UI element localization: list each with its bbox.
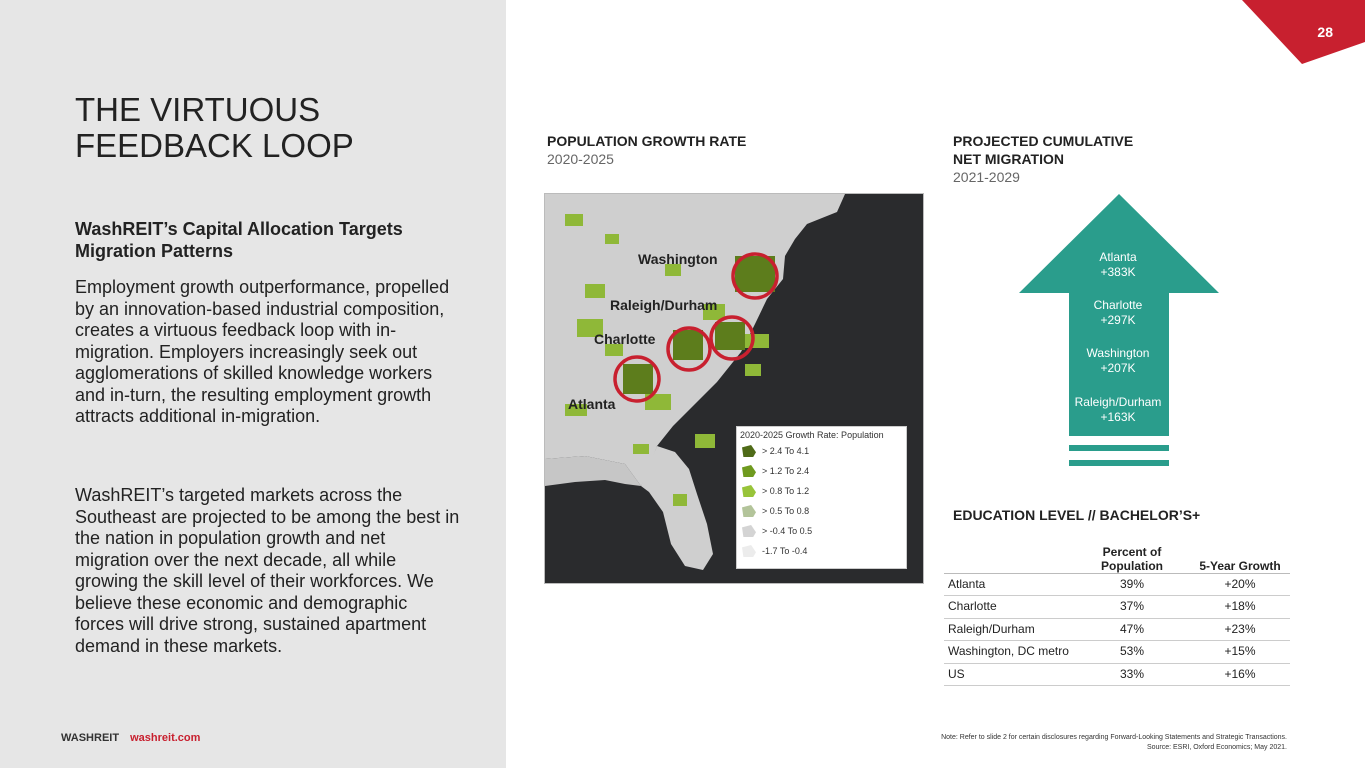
table-cell-percent: 47%: [1074, 618, 1190, 641]
legend-label: > 0.8 To 1.2: [762, 486, 810, 496]
footnote: [941, 733, 1287, 753]
map-label-raleigh-durham: Raleigh/Durham: [610, 297, 718, 313]
table-cell-growth: +20%: [1190, 573, 1290, 596]
migration-city: Washington: [1086, 346, 1150, 360]
legend-swatch: [742, 525, 756, 537]
arrow-shape: [1019, 194, 1219, 468]
migration-value: +207K: [1100, 361, 1136, 375]
table-row: [944, 641, 1290, 664]
legend-swatch: [742, 545, 756, 557]
table-header-row: [944, 540, 1290, 573]
legend-label: > 1.2 To 2.4: [762, 466, 810, 476]
migration-city: Atlanta: [1099, 250, 1137, 264]
legend-swatch: [742, 465, 756, 477]
migration-value: +383K: [1100, 265, 1136, 279]
table-cell-city: Washington, DC metro: [944, 641, 1074, 664]
footer-brand: WASHREIT: [61, 732, 120, 744]
table-cell-city: Raleigh/Durham: [944, 618, 1074, 641]
map-label-atlanta: Atlanta: [568, 396, 616, 412]
legend-item: [742, 525, 812, 537]
migration-value: +297K: [1100, 313, 1136, 327]
education-title: EDUCATION LEVEL // BACHELOR’S+: [953, 507, 1201, 523]
table-cell-city: US: [944, 663, 1074, 686]
table-cell-city: Atlanta: [944, 573, 1074, 596]
legend-label: > 2.4 To 4.1: [762, 446, 810, 456]
table-row: [944, 573, 1290, 596]
table-cell-percent: 33%: [1074, 663, 1190, 686]
legend-swatch: [742, 445, 756, 457]
legend-swatch: [742, 505, 756, 517]
table-header-city: [944, 540, 1074, 573]
footer-url-link[interactable]: washreit.com: [130, 732, 201, 744]
migration-city: Charlotte: [1093, 298, 1143, 312]
table-cell-percent: 53%: [1074, 641, 1190, 664]
map-label-charlotte: Charlotte: [594, 331, 656, 347]
migration-period: 2021-2029: [953, 169, 1020, 185]
table-row: [944, 663, 1290, 686]
migration-title: [953, 132, 1133, 168]
legend-label: > 0.5 To 0.8: [762, 506, 810, 516]
page-number: 28: [1317, 24, 1333, 40]
legend-label: -1.7 To -0.4: [762, 546, 808, 556]
legend-item: [742, 465, 809, 477]
body-paragraph-2: WashREIT’s targeted markets across the Southeast are projected to be among the best in the nation in population growth and net migration over the next decade, all while growing the skill level of their workforces. We believe these economic and demographic forces will drive strong, sustained apartment demand in these markets.: [75, 485, 460, 656]
body-paragraph-1: Employment growth outperformance, propelled by an innovation-based industrial composition, creates a virtuous feedback loop with in-migration. Employers increasingly seek out agglomerations of skilled knowledge workers and in-turn, the resulting employment growth attracts additional in-migration.: [75, 277, 450, 426]
slide-subheading: WashREIT’s Capital Allocation Targets Migration Patterns: [75, 219, 403, 261]
legend-item: [742, 505, 809, 517]
migration-city: Raleigh/Durham: [1074, 395, 1162, 409]
migration-title-line1: PROJECTED CUMULATIVE: [953, 133, 1134, 149]
migration-item-charlotte: [1062, 298, 1174, 328]
legend-item: [742, 445, 809, 457]
table-cell-growth: +16%: [1190, 663, 1290, 686]
table-header-percent: Percent of Population: [1074, 540, 1190, 573]
footnote-line1: Note: Refer to slide 2 for certain disclosures regarding Forward-Looking Statements and Strategic Transactions.: [941, 734, 1287, 741]
table-row: [944, 596, 1290, 619]
migration-value: +163K: [1100, 410, 1136, 424]
table-cell-percent: 39%: [1074, 573, 1190, 596]
legend-label: > -0.4 To 0.5: [762, 526, 813, 536]
legend-item: [742, 485, 809, 497]
legend-item: [742, 545, 807, 557]
migration-arrow: [1019, 194, 1219, 468]
footer-brand-block: [61, 732, 200, 744]
table-cell-city: Charlotte: [944, 596, 1074, 619]
map-label-washington: Washington: [638, 251, 718, 267]
corner-shape: [1242, 0, 1365, 64]
map-legend: [736, 426, 907, 569]
table-cell-growth: +18%: [1190, 596, 1290, 619]
table-row: [944, 618, 1290, 641]
migration-item-raleigh-durham: [1062, 395, 1174, 425]
education-table: [944, 540, 1290, 686]
footnote-line2: Source: ESRI, Oxford Economics; May 2021.: [1146, 744, 1287, 751]
table-header-growth: 5-Year Growth: [1190, 540, 1290, 573]
migration-title-line2: NET MIGRATION: [953, 151, 1064, 167]
population-growth-map: [544, 193, 924, 584]
table-cell-growth: +23%: [1190, 618, 1290, 641]
population-title: POPULATION GROWTH RATE: [547, 133, 747, 149]
slide-title: THE VIRTUOUS FEEDBACK LOOP: [75, 91, 354, 164]
legend-title: 2020-2025 Growth Rate: Population: [740, 430, 884, 440]
population-period: 2020-2025: [547, 151, 614, 167]
table-cell-percent: 37%: [1074, 596, 1190, 619]
migration-item-washington: [1062, 346, 1174, 376]
migration-item-atlanta: [1062, 250, 1174, 280]
legend-swatch: [742, 485, 756, 497]
page-number-corner: [1242, 0, 1365, 64]
table-cell-growth: +15%: [1190, 641, 1290, 664]
